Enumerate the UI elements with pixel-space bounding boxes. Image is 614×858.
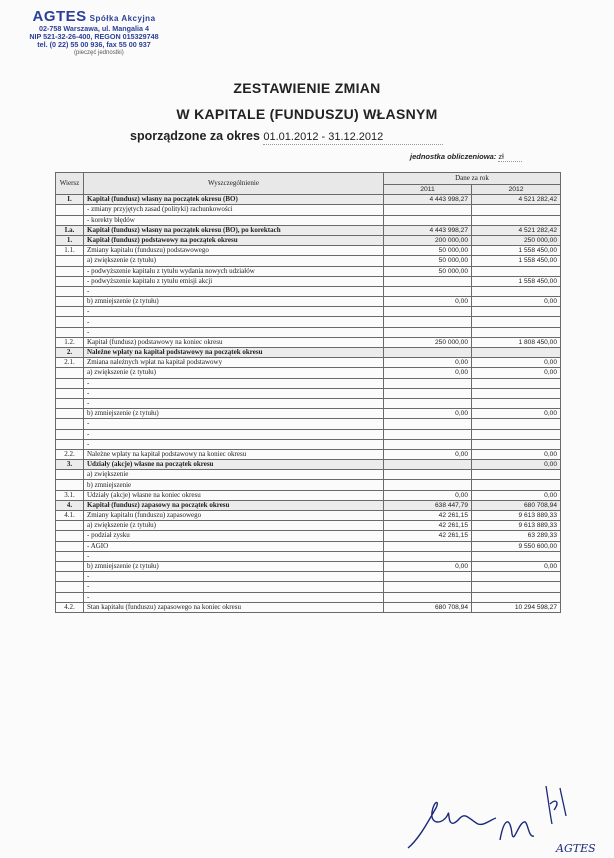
table-row — [56, 490, 561, 500]
value-2012-cell — [472, 480, 561, 490]
row-number-cell: 4. — [56, 500, 84, 510]
value-2011-cell: 50 000,00 — [384, 256, 472, 266]
row-number-cell — [56, 409, 84, 419]
row-description-cell: Kapitał (fundusz) podstawowy na koniec okresu — [84, 337, 384, 347]
value-2012-cell: 0,00 — [472, 358, 561, 368]
row-description-cell: - — [84, 286, 384, 296]
row-description-cell: Stan kapitału (funduszu) zapasowego na koniec okresu — [84, 602, 384, 612]
value-2012-cell: 0,00 — [472, 460, 561, 470]
row-number-cell: 4.1. — [56, 511, 84, 521]
table-row — [56, 409, 561, 419]
value-2011-cell — [384, 286, 472, 296]
value-2012-cell: 4 521 282,42 — [472, 225, 561, 235]
value-2011-cell: 680 708,94 — [384, 602, 472, 612]
row-description-cell: - — [84, 307, 384, 317]
value-2011-cell — [384, 551, 472, 561]
row-description-cell: - — [84, 439, 384, 449]
value-2012-cell — [472, 439, 561, 449]
table-row — [56, 388, 561, 398]
document-subtitle: W KAPITALE (FUNDUSZU) WŁASNYM — [176, 106, 438, 122]
table-row — [56, 470, 561, 480]
table-row — [56, 521, 561, 531]
row-number-cell — [56, 368, 84, 378]
value-2012-cell: 1 808 450,00 — [472, 337, 561, 347]
row-number-cell — [56, 521, 84, 531]
row-number-cell — [56, 561, 84, 571]
row-number-cell — [56, 551, 84, 561]
row-description-cell: Udziały (akcje) własne na początek okresu — [84, 460, 384, 470]
table-row — [56, 500, 561, 510]
row-description-cell: b) zmniejszenie (z tytułu) — [84, 297, 384, 307]
table-row — [56, 307, 561, 317]
value-2011-cell: 4 443 998,27 — [384, 225, 472, 235]
value-2011-cell: 0,00 — [384, 490, 472, 500]
stamp-note: (pieczęć jednostki) — [74, 50, 124, 56]
value-2012-cell: 9 613 889,33 — [472, 511, 561, 521]
row-description-cell: a) zwiększenie (z tytułu) — [84, 256, 384, 266]
table-row — [56, 511, 561, 521]
row-number-cell: 3.1. — [56, 490, 84, 500]
table-row — [56, 225, 561, 235]
value-2011-cell — [384, 470, 472, 480]
stamp-phone: tel. (0 22) 55 00 936, fax 55 00 937 — [37, 40, 151, 49]
row-number-cell — [56, 541, 84, 551]
row-number-cell — [56, 276, 84, 286]
period-line — [130, 129, 443, 143]
table-row — [56, 195, 561, 205]
signature-1 — [408, 802, 496, 848]
table-row — [56, 439, 561, 449]
row-description-cell: - — [84, 327, 384, 337]
row-number-cell — [56, 378, 84, 388]
table-row — [56, 541, 561, 551]
value-2011-cell: 0,00 — [384, 368, 472, 378]
row-description-cell: Kapitał (fundusz) podstawowy na początek okresu — [84, 235, 384, 245]
row-number-cell: 1.2. — [56, 337, 84, 347]
row-description-cell: - — [84, 398, 384, 408]
value-2012-cell: 4 521 282,42 — [472, 195, 561, 205]
value-2012-cell: 0,00 — [472, 409, 561, 419]
table-header-row — [56, 173, 561, 185]
value-2011-cell — [384, 572, 472, 582]
unit-value: zł — [498, 152, 521, 162]
table-row — [56, 480, 561, 490]
table-row — [56, 256, 561, 266]
value-2011-cell: 0,00 — [384, 449, 472, 459]
table-row — [56, 327, 561, 337]
row-description-cell: Należne wpłaty na kapitał podstawowy na początek okresu — [84, 348, 384, 358]
row-description-cell: - — [84, 419, 384, 429]
value-2012-cell — [472, 470, 561, 480]
value-2012-cell — [472, 215, 561, 225]
value-2011-cell: 250 000,00 — [384, 337, 472, 347]
row-description-cell: Zmiana należnych wpłat na kapitał podstawowy — [84, 358, 384, 368]
table-row — [56, 205, 561, 215]
table-row — [56, 429, 561, 439]
value-2011-cell — [384, 398, 472, 408]
value-2011-cell — [384, 541, 472, 551]
row-description-cell: - — [84, 592, 384, 602]
row-description-cell: a) zwiększenie (z tytułu) — [84, 521, 384, 531]
table-row — [56, 337, 561, 347]
row-description-cell: a) zwiększenie (z tytułu) — [84, 368, 384, 378]
value-2011-cell — [384, 439, 472, 449]
value-2011-cell: 50 000,00 — [384, 246, 472, 256]
row-number-cell: 3. — [56, 460, 84, 470]
value-2012-cell: 1 558 450,00 — [472, 276, 561, 286]
signature-3 — [546, 786, 566, 824]
table-row — [56, 531, 561, 541]
table-row — [56, 266, 561, 276]
row-description-cell: Kapitał (fundusz) własny na początek okresu (BO) — [84, 195, 384, 205]
value-2011-cell — [384, 327, 472, 337]
row-description-cell: b) zmniejszenie — [84, 480, 384, 490]
row-number-cell — [56, 297, 84, 307]
stamp-company-name: AGTES — [32, 8, 87, 25]
value-2012-cell: 0,00 — [472, 449, 561, 459]
value-2012-cell: 9 613 889,33 — [472, 521, 561, 531]
table-row — [56, 358, 561, 368]
row-number-cell — [56, 531, 84, 541]
row-number-cell — [56, 317, 84, 327]
table-row — [56, 449, 561, 459]
equity-changes-table — [55, 172, 561, 613]
year-2011-header: 2011 — [384, 185, 472, 195]
value-2012-cell: 1 558 450,00 — [472, 246, 561, 256]
value-2011-cell — [384, 480, 472, 490]
year-2012-header: 2012 — [472, 185, 561, 195]
row-description-cell: - — [84, 429, 384, 439]
row-number-cell: 2. — [56, 348, 84, 358]
row-number-cell — [56, 266, 84, 276]
col-desc-header: Wyszczególnienie — [84, 173, 384, 195]
value-2011-cell — [384, 592, 472, 602]
table-row — [56, 551, 561, 561]
value-2011-cell — [384, 388, 472, 398]
period-value: 01.01.2012 - 31.12.2012 — [263, 131, 443, 145]
table-row — [56, 378, 561, 388]
signature-initials: AGTES — [556, 842, 596, 855]
row-description-cell: - — [84, 551, 384, 561]
value-2011-cell — [384, 348, 472, 358]
row-description-cell: - podwyższenie kapitału z tytułu emisji akcji — [84, 276, 384, 286]
row-number-cell — [56, 470, 84, 480]
table-row — [56, 602, 561, 612]
row-description-cell: - — [84, 582, 384, 592]
table-row — [56, 368, 561, 378]
value-2012-cell: 250 000,00 — [472, 235, 561, 245]
value-2011-cell — [384, 205, 472, 215]
value-2012-cell — [472, 307, 561, 317]
stamp-address: 02-758 Warszawa, ul. Mangalia 4 — [39, 24, 149, 33]
value-2012-cell: 9 550 600,00 — [472, 541, 561, 551]
row-number-cell — [56, 480, 84, 490]
row-number-cell — [56, 215, 84, 225]
row-number-cell: 1.1. — [56, 246, 84, 256]
value-2011-cell — [384, 215, 472, 225]
value-2012-cell — [472, 592, 561, 602]
row-number-cell: I.a. — [56, 225, 84, 235]
row-description-cell: - — [84, 572, 384, 582]
value-2012-cell: 10 294 598,27 — [472, 602, 561, 612]
table-row — [56, 215, 561, 225]
value-2012-cell — [472, 419, 561, 429]
stamp-company-suffix: Spółka Akcyjna — [89, 14, 156, 23]
value-2011-cell: 200 000,00 — [384, 235, 472, 245]
value-2011-cell: 0,00 — [384, 297, 472, 307]
value-2012-cell — [472, 388, 561, 398]
value-2011-cell: 50 000,00 — [384, 266, 472, 276]
row-description-cell: - AGIO — [84, 541, 384, 551]
value-2011-cell — [384, 317, 472, 327]
signature-2 — [500, 822, 534, 840]
unit-line — [410, 152, 522, 161]
row-description-cell: - — [84, 317, 384, 327]
table-row — [56, 235, 561, 245]
stamp-ids: NIP 521-32-26-400, REGON 015329748 — [29, 32, 159, 41]
value-2011-cell: 42 261,15 — [384, 531, 472, 541]
value-2011-cell — [384, 307, 472, 317]
row-number-cell — [56, 256, 84, 266]
row-description-cell: Należne wpłaty na kapitał podstawowy na koniec okresu — [84, 449, 384, 459]
value-2012-cell — [472, 205, 561, 215]
document-title: ZESTAWIENIE ZMIAN — [233, 80, 381, 96]
value-2011-cell — [384, 460, 472, 470]
row-description-cell: b) zmniejszenie (z tytułu) — [84, 561, 384, 571]
table-row — [56, 317, 561, 327]
value-2012-cell — [472, 398, 561, 408]
value-2011-cell: 0,00 — [384, 358, 472, 368]
table-row — [56, 348, 561, 358]
table-row — [56, 297, 561, 307]
value-2012-cell — [472, 429, 561, 439]
row-description-cell: b) zmniejszenie (z tytułu) — [84, 409, 384, 419]
company-stamp — [14, 8, 174, 56]
value-2012-cell — [472, 286, 561, 296]
value-2012-cell — [472, 572, 561, 582]
row-number-cell: 2.1. — [56, 358, 84, 368]
row-number-cell — [56, 429, 84, 439]
row-number-cell: 2.2. — [56, 449, 84, 459]
value-2012-cell — [472, 266, 561, 276]
value-2011-cell — [384, 582, 472, 592]
row-number-cell: 4.2. — [56, 602, 84, 612]
value-2011-cell — [384, 378, 472, 388]
stamp-company — [14, 8, 174, 25]
row-number-cell: I. — [56, 195, 84, 205]
row-description-cell: - podział zysku — [84, 531, 384, 541]
value-2012-cell: 0,00 — [472, 368, 561, 378]
value-2012-cell: 0,00 — [472, 561, 561, 571]
value-2011-cell: 0,00 — [384, 561, 472, 571]
row-number-cell — [56, 582, 84, 592]
row-description-cell: - podwyższenie kapitału z tytułu wydania nowych udziałów — [84, 266, 384, 276]
value-2011-cell — [384, 276, 472, 286]
row-description-cell: - zmiany przyjętych zasad (polityki) rachunkowości — [84, 205, 384, 215]
row-description-cell: Zmiany kapitału (funduszu) zapasowego — [84, 511, 384, 521]
value-2011-cell — [384, 419, 472, 429]
col-data-header: Dane za rok — [384, 173, 561, 185]
table-row — [56, 276, 561, 286]
value-2012-cell: 0,00 — [472, 297, 561, 307]
table-row — [56, 561, 561, 571]
value-2012-cell — [472, 551, 561, 561]
value-2011-cell — [384, 429, 472, 439]
row-description-cell: Kapitał (fundusz) własny na początek okresu (BO), po korektach — [84, 225, 384, 235]
row-number-cell — [56, 327, 84, 337]
value-2012-cell — [472, 348, 561, 358]
value-2012-cell: 1 558 450,00 — [472, 256, 561, 266]
value-2011-cell: 42 261,15 — [384, 511, 472, 521]
row-number-cell — [56, 592, 84, 602]
table-row — [56, 572, 561, 582]
table-row — [56, 286, 561, 296]
row-number-cell — [56, 286, 84, 296]
row-description-cell: Zmiany kapitału (funduszu) podstawowego — [84, 246, 384, 256]
value-2012-cell — [472, 582, 561, 592]
table-row — [56, 460, 561, 470]
value-2012-cell — [472, 327, 561, 337]
value-2012-cell — [472, 378, 561, 388]
table-row — [56, 592, 561, 602]
row-number-cell — [56, 572, 84, 582]
row-description-cell: - — [84, 378, 384, 388]
unit-label: jednostka obliczeniowa: — [410, 152, 497, 161]
row-description-cell: a) zwiększenie — [84, 470, 384, 480]
value-2011-cell: 42 261,15 — [384, 521, 472, 531]
row-number-cell — [56, 307, 84, 317]
row-number-cell — [56, 398, 84, 408]
row-number-cell — [56, 205, 84, 215]
value-2012-cell — [472, 317, 561, 327]
row-description-cell: - korekty błędów — [84, 215, 384, 225]
row-description-cell: - — [84, 388, 384, 398]
row-description-cell: Udziały (akcje) własne na koniec okresu — [84, 490, 384, 500]
value-2012-cell: 0,00 — [472, 490, 561, 500]
value-2011-cell: 638 447,79 — [384, 500, 472, 510]
table-row — [56, 246, 561, 256]
row-number-cell: 1. — [56, 235, 84, 245]
signatures — [400, 778, 600, 858]
row-description-cell: Kapitał (fundusz) zapasowy na początek okresu — [84, 500, 384, 510]
value-2011-cell: 4 443 998,27 — [384, 195, 472, 205]
row-number-cell — [56, 388, 84, 398]
table-row — [56, 582, 561, 592]
table-row — [56, 398, 561, 408]
period-label: sporządzone za okres — [130, 129, 260, 143]
col-row-header: Wiersz — [56, 173, 84, 195]
row-number-cell — [56, 439, 84, 449]
value-2011-cell: 0,00 — [384, 409, 472, 419]
row-number-cell — [56, 419, 84, 429]
value-2012-cell: 680 708,94 — [472, 500, 561, 510]
table-row — [56, 419, 561, 429]
value-2012-cell: 63 289,33 — [472, 531, 561, 541]
